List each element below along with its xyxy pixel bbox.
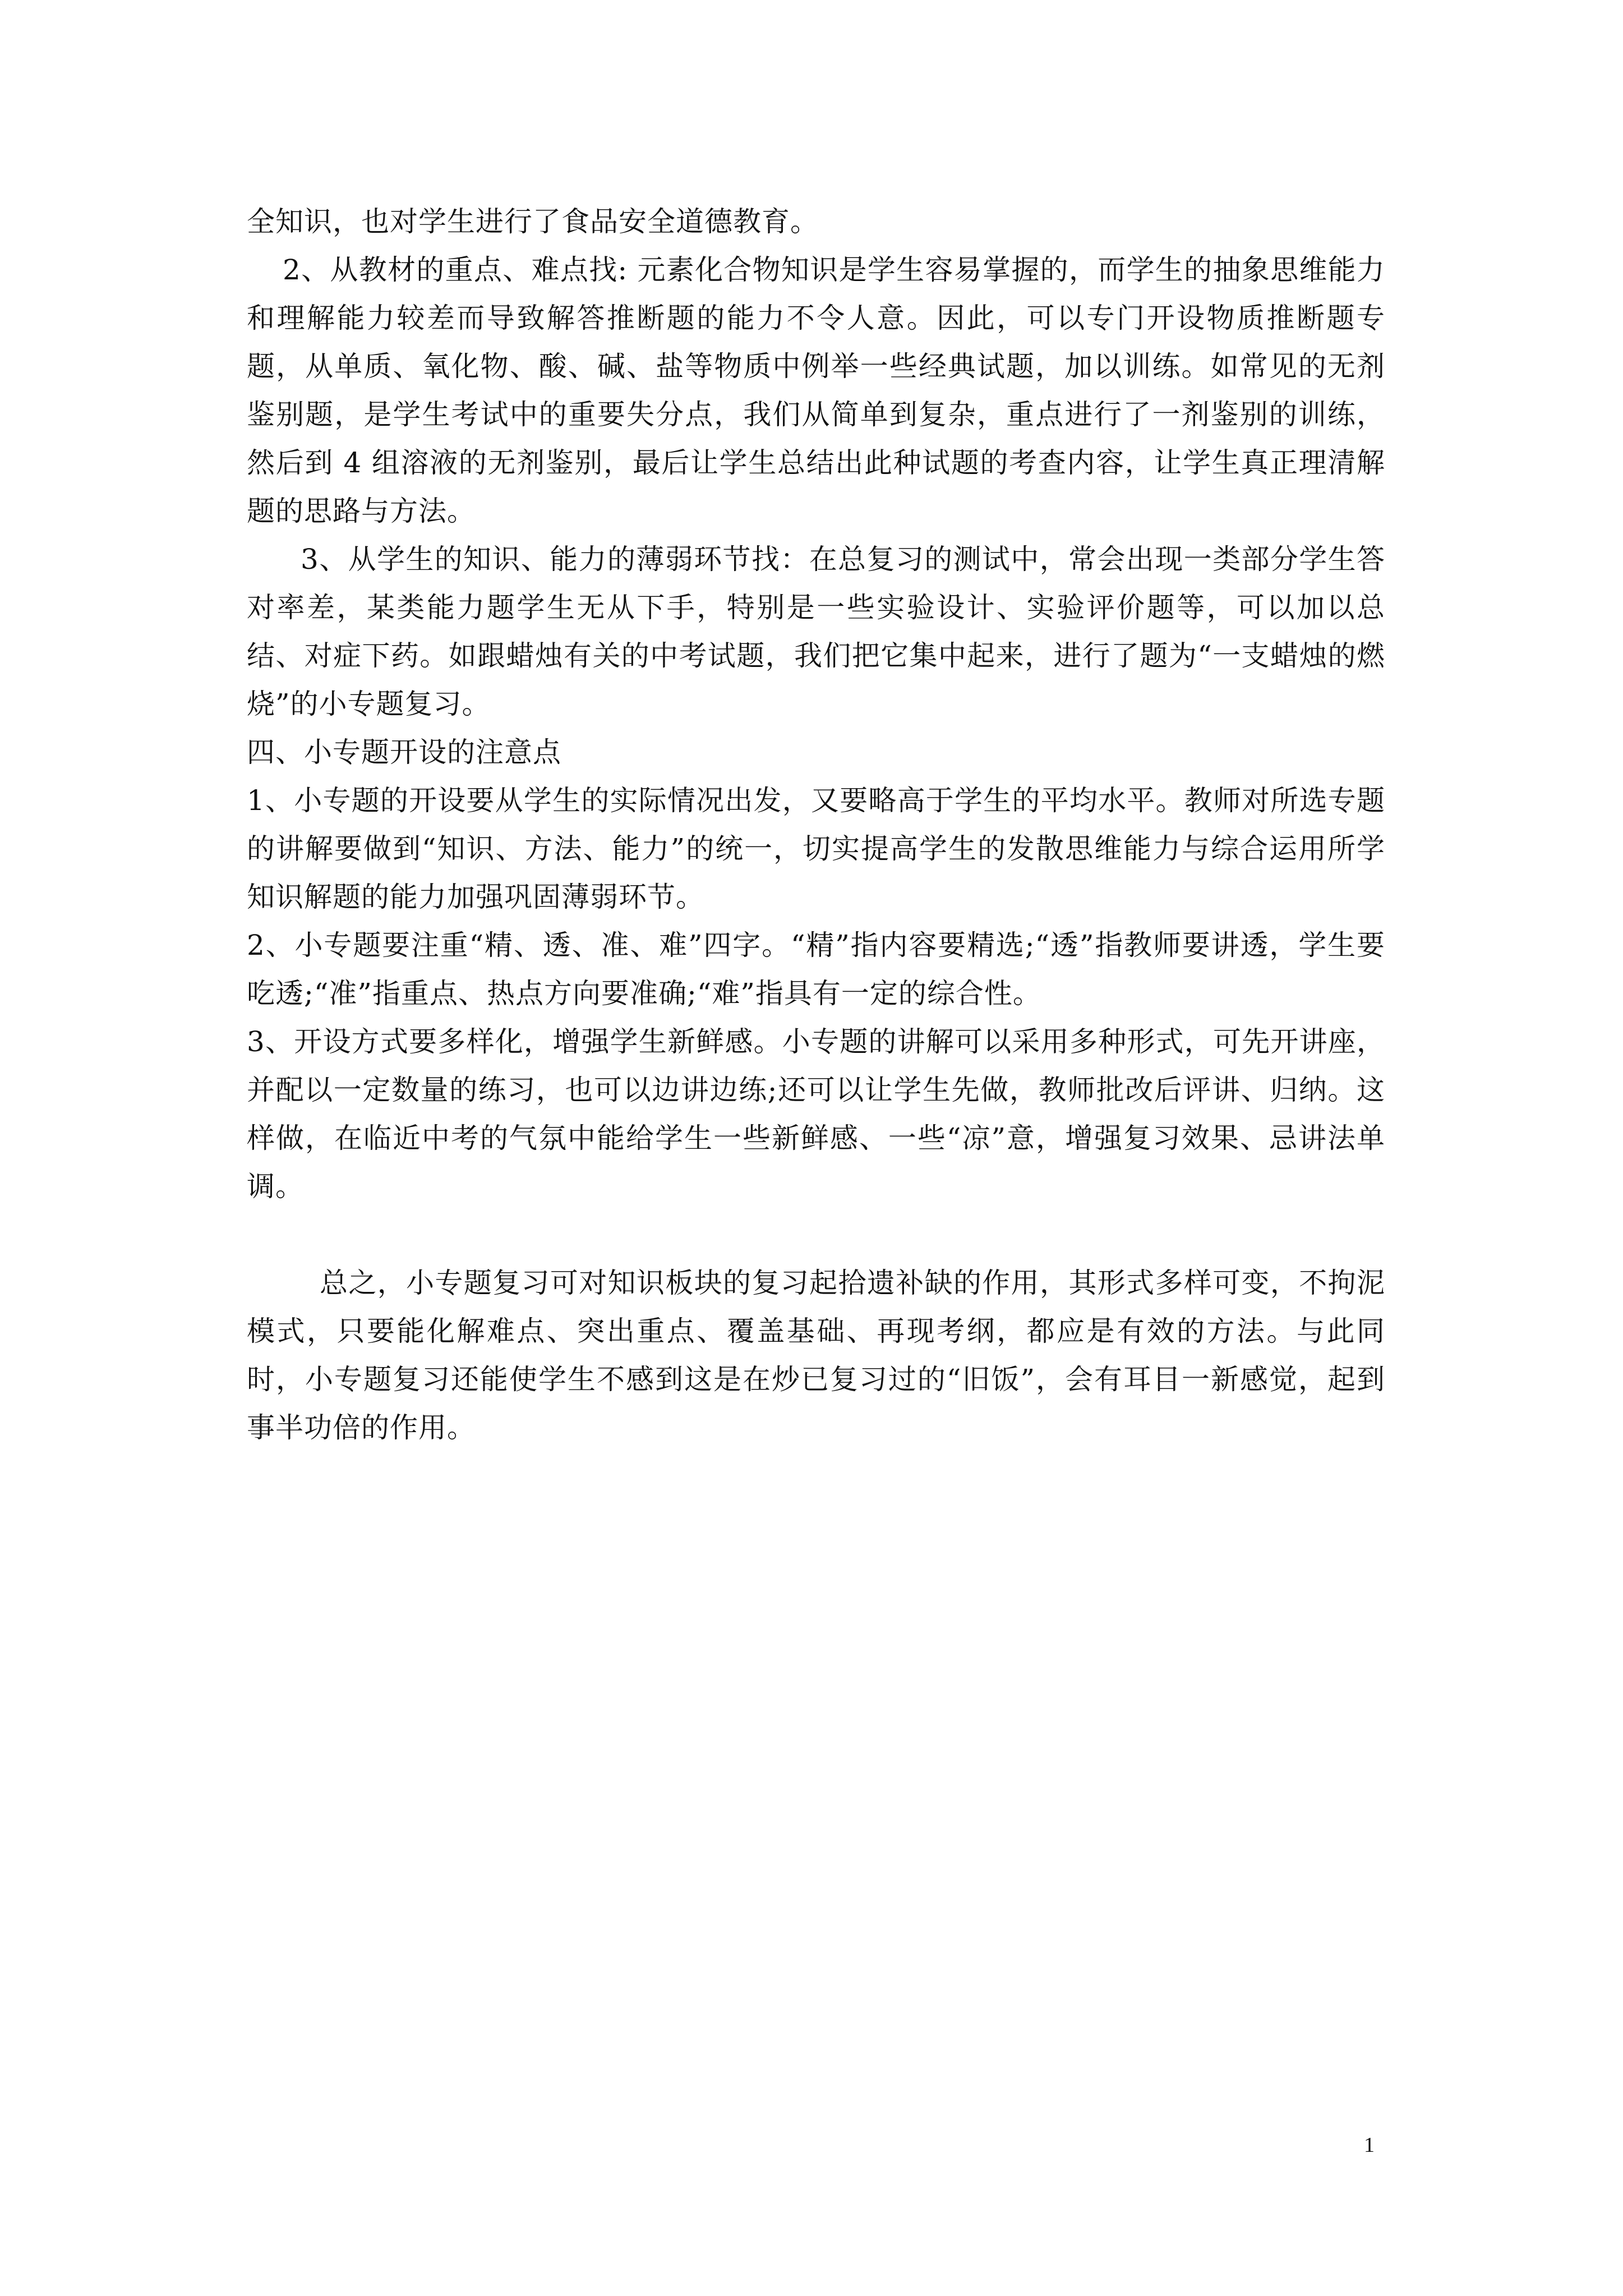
paragraph-note-2: 2、小专题要注重“精、透、准、难”四字。“精”指内容要精选;“透”指教师要讲透，学生要吃透;“准”指重点、热点方向要准确;“难”指具有一定的综合性。 (247, 929, 1385, 1010)
paragraph-spacer (247, 1211, 1385, 1259)
paragraph-note-1: 1、小专题的开设要从学生的实际情况出发，又要略高于学生的平均水平。教师对所选专题的讲解要做到“知识、方法、能力”的统一，切实提高学生的发散思维能力与综合运用所学知识解题的能力加强巩固薄弱环节。 (247, 784, 1385, 913)
paragraph-conclusion: 总之，小专题复习可对知识板块的复习起拾遗补缺的作用，其形式多样可变，不拘泥模式，只要能化解难点、突出重点、覆盖基础、再现考纲，都应是有效的方法。与此同时，小专题复习还能使学生不感到这是在炒已复习过的“旧饭”，会有耳目一新感觉，起到事半功倍的作用。 (247, 1267, 1385, 1444)
paragraph-point-3: 3、从学生的知识、能力的薄弱环节找：在总复习的测试中，常会出现一类部分学生答对率差，某类能力题学生无从下手，特别是一些实验设计、实验评价题等，可以加以总结、对症下药。如跟蜡烛有关的中考试题，我们把它集中起来，进行了题为“一支蜡烛的燃烧”的小专题复习。 (247, 543, 1385, 720)
paragraph-continuation: 全知识，也对学生进行了食品安全道德教育。 (247, 205, 819, 238)
paragraph-point-2: 2、从教材的重点、难点找: 元素化合物知识是学生容易掌握的，而学生的抽象思维能力和理解能力较差而导致解答推断题的能力不令人意。因此，可以专门开设物质推断题专题，从单质、氧化物、酸、碱、盐等物质中例举一些经典试题，加以训练。如常见的无剂鉴别题，是学生考试中的重要失分点，我们从简单到复杂，重点进行了一剂鉴别的训练，然后到 4 组溶液的无剂鉴别，最后让学生总结出此种试题的考查内容，让学生真正理清解题的思路与方法。 (247, 254, 1385, 527)
section-heading-4: 四、小专题开设的注意点 (247, 736, 561, 769)
document-body (247, 197, 1385, 1452)
paragraph-note-3: 3、开设方式要多样化，增强学生新鲜感。小专题的讲解可以采用多种形式，可先开讲座，并配以一定数量的练习，也可以边讲边练;还可以让学生先做，教师批改后评讲、归纳。这样做，在临近中考的气氛中能给学生一些新鲜感、一些“凉”意，增强复习效果、忌讲法单调。 (247, 1025, 1385, 1203)
page-number: 1 (1364, 2133, 1375, 2157)
